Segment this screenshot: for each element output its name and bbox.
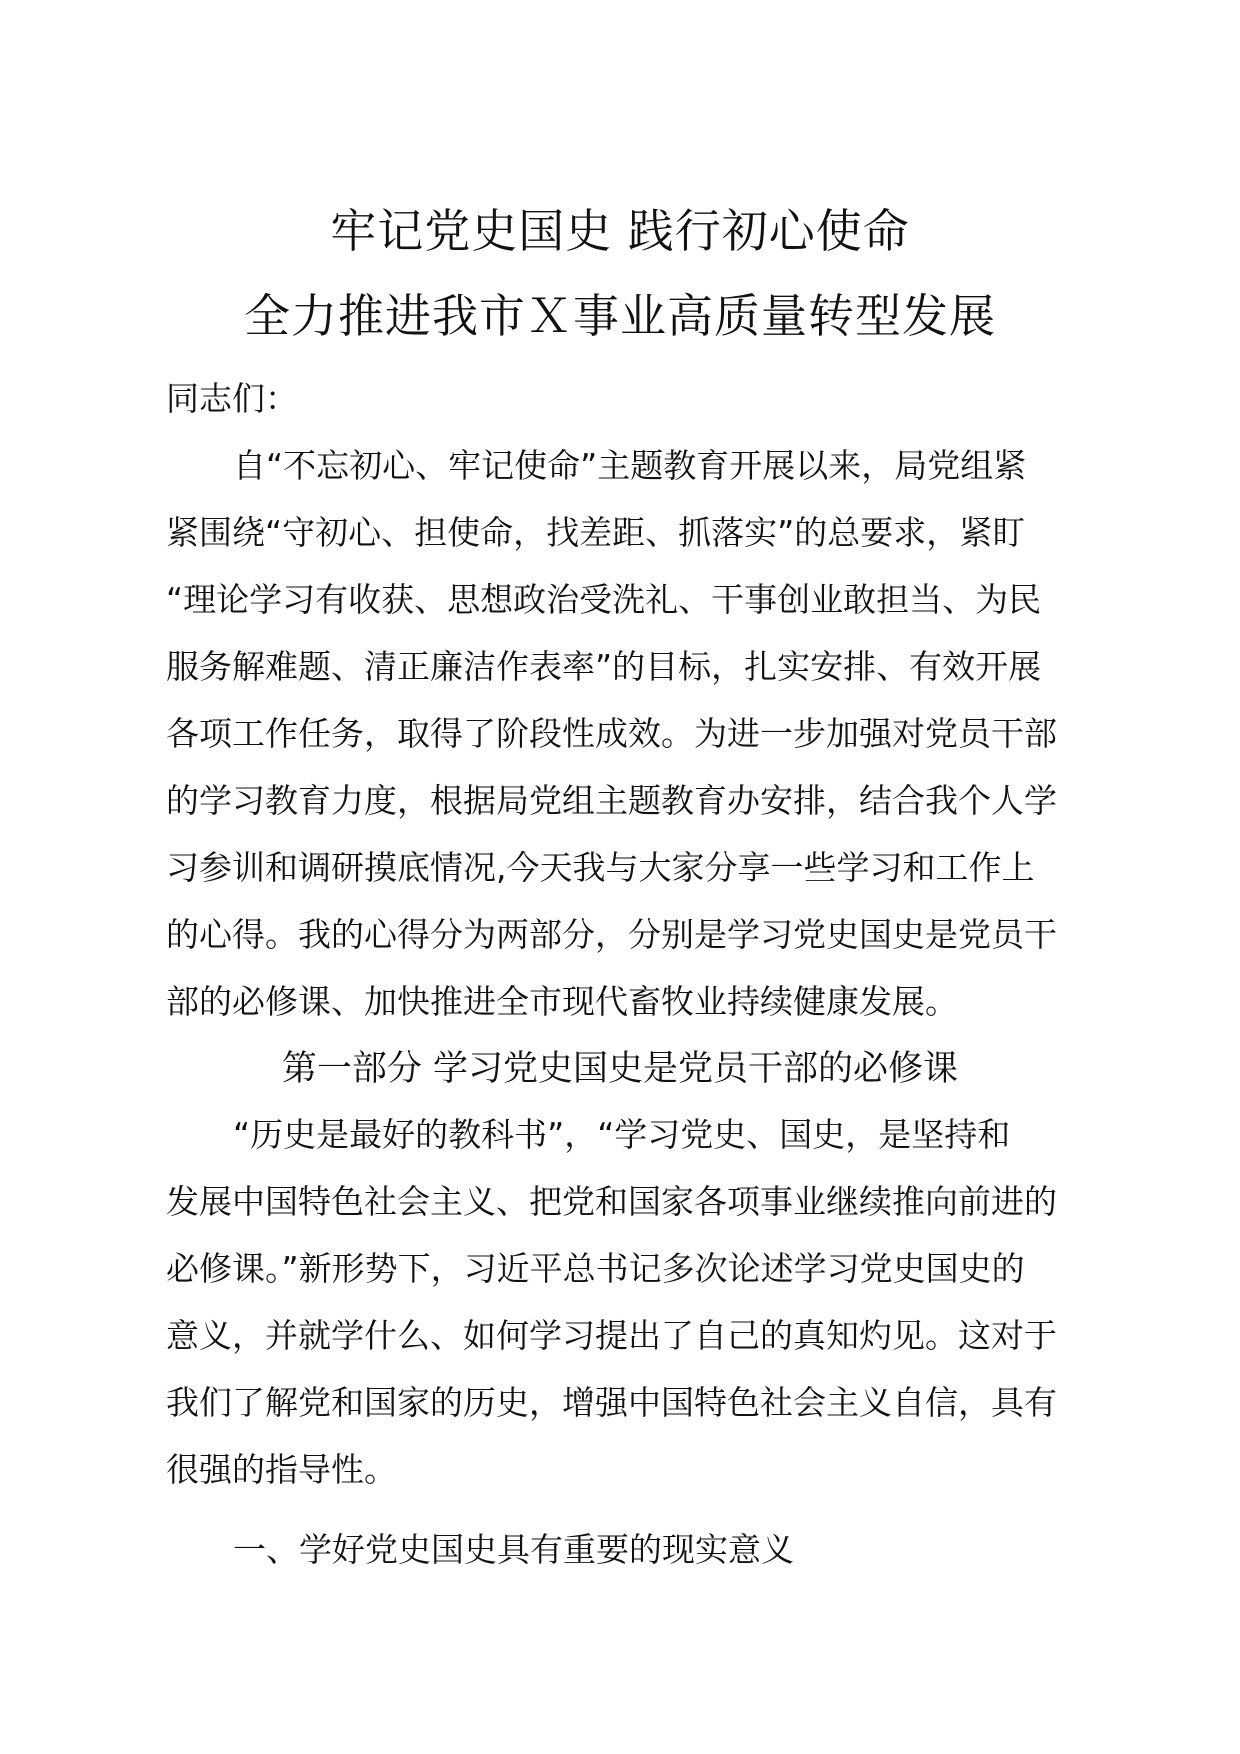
part-one-line: 很强的指导性。 xyxy=(166,1450,397,1489)
part-one-line: 意义，并就学什么、如何学习提出了自己的真知灼见。这对于 xyxy=(166,1316,1057,1355)
intro-line: 紧围绕“守初心、担使命，找差距、抓落实”的总要求，紧盯 xyxy=(166,513,1026,552)
document-title-line-2: 全力推进我市Ｘ事业高质量转型发展 xyxy=(244,289,996,343)
intro-line: 服务解难题、清正廉洁作表率”的目标，扎实安排、有效开展 xyxy=(166,647,1042,686)
part-one-line: “历史是最好的教科书”，“学习党史、国史，是坚持和 xyxy=(233,1115,1011,1154)
salutation: 同志们： xyxy=(166,379,298,418)
part-one-line: 发展中国特色社会主义、把党和国家各项事业继续推向前进的 xyxy=(166,1182,1057,1221)
intro-line: 自“不忘初心、牢记使命”主题教育开展以来，局党组紧 xyxy=(233,446,1027,485)
intro-line: 的心得。我的心得分为两部分，分别是学习党史国史是党员干 xyxy=(166,915,1057,954)
intro-line: 习参训和调研摸底情况,今天我与大家分享一些学习和工作上 xyxy=(166,848,1035,887)
intro-line: 各项工作任务，取得了阶段性成效。为进一步加强对党员干部 xyxy=(166,714,1057,753)
intro-line: 部的必修课、加快推进全市现代畜牧业持续健康发展。 xyxy=(166,982,958,1021)
part-one-heading: 第一部分 学习党史国史是党员干部的必修课 xyxy=(281,1049,959,1089)
section-one-heading: 一、学好党史国史具有重要的现实意义 xyxy=(233,1530,794,1569)
part-one-line: 我们了解党和国家的历史，增强中国特色社会主义自信，具有 xyxy=(166,1383,1057,1422)
intro-line: “理论学习有收获、思想政治受洗礼、干事创业敢担当、为民 xyxy=(166,580,1042,619)
part-one-line: 必修课。”新形势下，习近平总书记多次论述学习党史国史的 xyxy=(166,1249,1025,1288)
intro-line: 的学习教育力度，根据局党组主题教育办安排，结合我个人学 xyxy=(166,781,1057,820)
document-title-line-1: 牢记党史国史 践行初心使命 xyxy=(330,204,910,258)
